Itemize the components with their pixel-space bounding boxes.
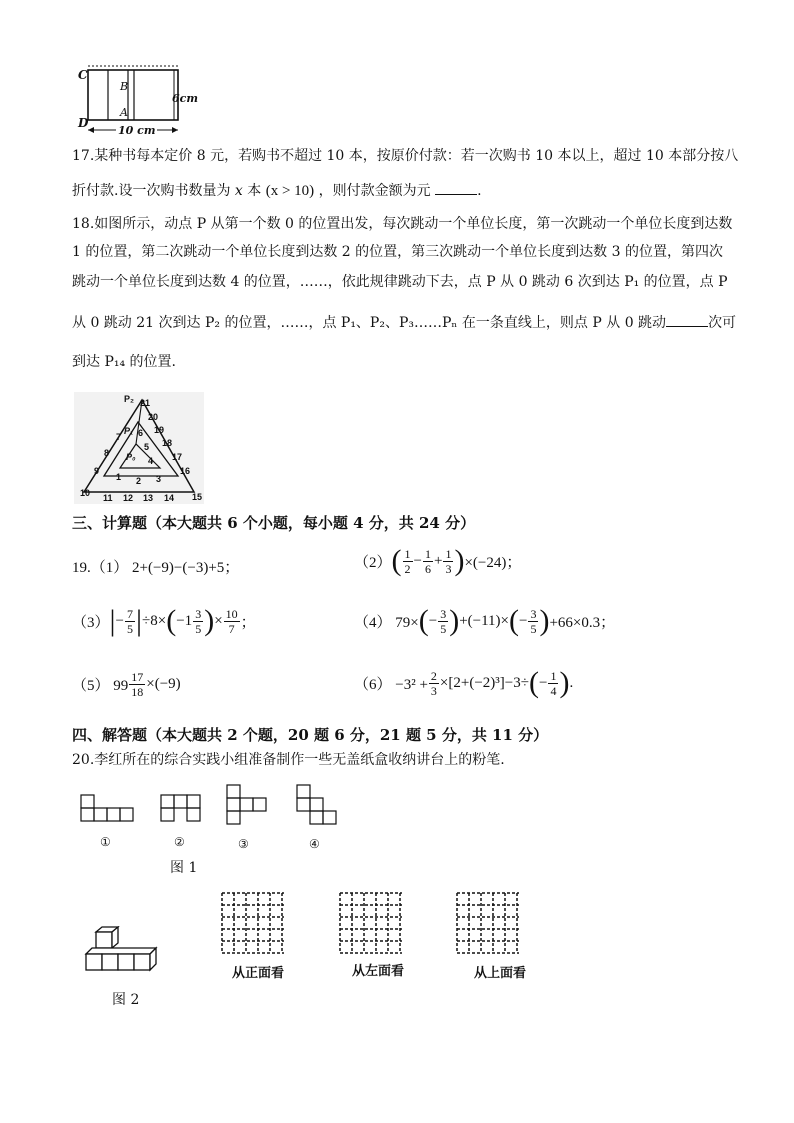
fig1-label-2: ② [174, 835, 185, 849]
tri-label-17: 17 [172, 452, 183, 462]
label-d: D [78, 116, 89, 130]
q19-p5-label: （5） 99 [72, 678, 129, 694]
q17-answer-blank[interactable] [435, 180, 477, 195]
q17-text-a: 折付款.设一次购书数量为 [72, 183, 231, 199]
q19-part4: （4） 79× ( − $\frac{3}{5}$ ) +(−11)× ( − $\frac{3}{5}$ ) +66×0.3； [354, 604, 616, 637]
frac-3-5b: $\frac{3}{5}$ [440, 606, 447, 636]
q20-text: 20.李红所在的综合实践小组准备制作一些无盖纸盒收纳讲台上的粉笔. [72, 752, 505, 768]
tri-label-4: 4 [148, 456, 154, 466]
q19-p6-tail: . [569, 674, 574, 691]
frac-10-7: $\frac{10}{7}$ [225, 606, 238, 636]
section3-title: 三、计算题（本大题共 6 个小题，每小题 4 分，共 24 分） [72, 514, 476, 532]
grid-top [456, 892, 520, 956]
frac-17-18: $\frac{17}{18}$ [131, 670, 144, 699]
net-figure-3 [226, 784, 276, 828]
label-6cm: 6cm [172, 92, 198, 105]
tri-label-10: 10 [80, 488, 91, 498]
frac-1-6: $\frac{1}{6}$ [424, 546, 431, 576]
q19-p4-label: （4） 79× [354, 614, 419, 631]
q19-p4-mid: +(−11)× [459, 612, 509, 629]
frac-3-5c: $\frac{3}{5}$ [530, 606, 537, 636]
tri-label-5: 5 [144, 442, 150, 452]
q18-answer-blank[interactable] [666, 312, 708, 327]
view-label-left: 从左面看 [352, 964, 405, 979]
tri-label-3: 3 [156, 474, 162, 484]
q19-part5 [72, 670, 181, 699]
fig2-caption: 图 2 [112, 992, 140, 1008]
q18-text-a: 从 0 跳动 21 次到达 P₂ 的位置，……，点 P₁、P₂、P₃……Pₙ 在一条直线上，则点 P 从 0 跳动 [72, 315, 667, 331]
fig1-label-3: ③ [238, 837, 249, 851]
tri-label-1: 1 [116, 472, 122, 482]
q19-p3-label: （3） [72, 614, 110, 631]
q19-p5-tail: ×(−9) [146, 676, 181, 692]
q19-p6-label: （6） −3² + [354, 676, 428, 693]
triangle-labels [74, 392, 204, 504]
q19-p3-mid: ÷8× [142, 612, 167, 629]
q17-line1: 17.某种书每本定价 8 元，若购书不超过 10 本，按原价付款：若一次购书 10 本以上，超过 10 本部分按八 [72, 148, 739, 164]
tri-label-19: 19 [154, 425, 165, 435]
q18-line4 [72, 312, 736, 333]
frac-3-5: $\frac{3}{5}$ [195, 606, 202, 636]
tri-label-p0: P₀ [126, 452, 136, 462]
q19-part1: 19.（1） 2+(−9)−(−3)+5； [72, 560, 240, 576]
tri-label-12: 12 [123, 493, 134, 503]
q19-p2-label: （2） [354, 554, 392, 571]
tri-label-p2: P₂ [124, 394, 135, 404]
tri-label-14: 14 [164, 493, 175, 503]
tri-label-11: 11 [103, 493, 113, 503]
q19-part2: （2） ( $\frac{1}{2}$ − $\frac{1}{6}$ + $\frac{1}{3}$ ) ×(−24)； [354, 544, 522, 577]
net-figure-4 [296, 784, 346, 828]
q17-condition: (x > 10) [265, 183, 315, 199]
q17-line2: 折付款.设一次购书数量为 x 本 (x > 10) ，则付款金额为元 . [72, 180, 482, 201]
fig1-label-1: ① [100, 835, 111, 849]
frac-2-3: $\frac{2}{3}$ [430, 668, 437, 698]
frac-1-3: $\frac{1}{3}$ [445, 546, 452, 576]
tri-label-21: 21 [140, 398, 151, 408]
frac-1-2: $\frac{1}{2}$ [404, 546, 411, 576]
q19-part3: （3） | − $\frac{7}{5}$ | ÷8× ( −1 $\frac{3}{5}$ ) × $\frac{10}{7}$ ； [72, 604, 256, 637]
q17-text-c: ，则付款金额为元 [318, 183, 431, 199]
tri-label-9: 9 [94, 466, 100, 476]
tri-label-8: 8 [104, 448, 110, 458]
label-a: A [120, 106, 128, 119]
tri-label-p1: P₁ [124, 426, 134, 436]
q19-p3-tail: ； [240, 614, 256, 631]
view-label-front: 从正面看 [232, 966, 285, 981]
frac-1-4: $\frac{1}{4}$ [550, 668, 557, 698]
q19-p2-tail: ×(−24)； [464, 554, 522, 571]
label-b: B [120, 80, 129, 93]
cube-stack-figure [80, 926, 176, 974]
view-label-top: 从上面看 [474, 966, 527, 981]
net-figure-2 [160, 794, 208, 826]
q18-line2: 1 的位置，第二次跳动一个单位长度到达数 2 的位置，第三次跳动一个单位长度到达数 3 的位置，第四次 [72, 244, 723, 260]
net-figure-1 [80, 794, 140, 826]
section4-title: 四、解答题（本大题共 2 个题，20 题 6 分，21 题 5 分，共 11 分） [72, 726, 549, 744]
frac-7-5: $\frac{7}{5}$ [127, 606, 133, 636]
label-10cm: 10 cm [118, 124, 156, 137]
q17-text-b: 本 [247, 183, 262, 199]
tri-label-18: 18 [162, 438, 173, 448]
tri-label-15: 15 [192, 492, 203, 502]
q18-line1: 18.如图所示，动点 P 从第一个数 0 的位置出发，每次跳动一个单位长度，第一次跳动一个单位长度到达数 [72, 216, 733, 232]
q18-text-b: 次可 [708, 315, 737, 331]
label-c: C [78, 68, 88, 82]
q19-p6-mid: ×[2+(−2)³]−3÷ [439, 674, 529, 691]
q19-part6: （6） −3² + $\frac{2}{3}$ ×[2+(−2)³]−3÷ ( − $\frac{1}{4}$ ) . [354, 666, 574, 699]
q18-line5: 到达 P₁₄ 的位置. [72, 354, 176, 370]
tri-label-20: 20 [148, 412, 159, 422]
grid-front [221, 892, 285, 956]
tri-label-13: 13 [143, 493, 154, 503]
fig1-label-4: ④ [309, 837, 320, 851]
q19-p4-tail: +66×0.3； [549, 614, 616, 631]
tri-label-16: 16 [180, 466, 191, 476]
tri-label-6: 6 [138, 428, 144, 438]
tri-label-2: 2 [136, 476, 142, 486]
q18-line3: 跳动一个单位长度到达数 4 的位置，……，依此规律跳动下去，点 P 从 0 跳动 6 次到达 P₁ 的位置，点 P [72, 274, 728, 290]
fig1-caption: 图 1 [170, 860, 198, 876]
tri-label-7: 7 [116, 432, 122, 442]
grid-left [339, 892, 403, 956]
q17-var-x: x [234, 183, 243, 199]
